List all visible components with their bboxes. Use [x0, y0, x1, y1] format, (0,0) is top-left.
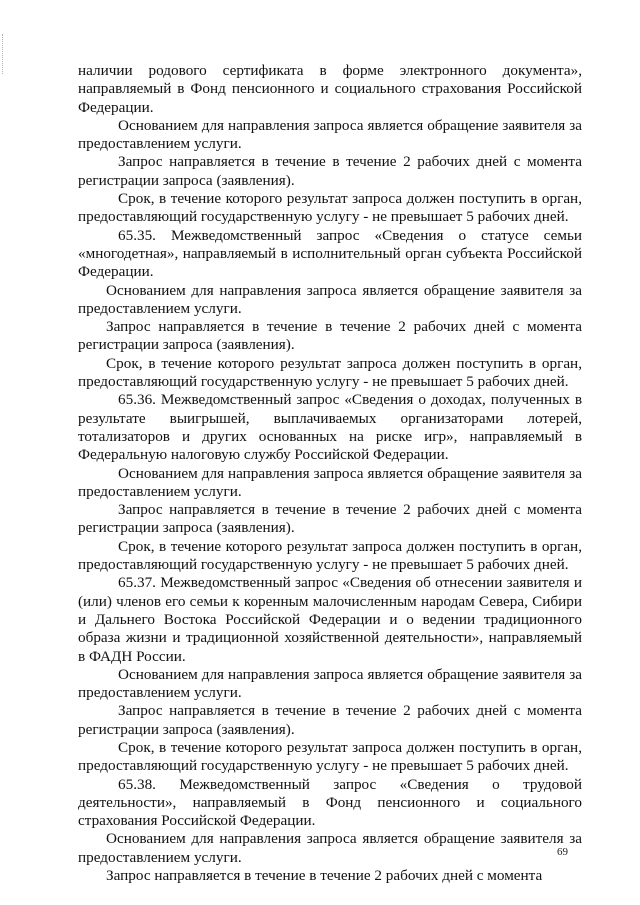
paragraph-7: Запрос направляется в течение в течение 2 рабочих дней с момента регистрации запроса (заявления).	[78, 318, 582, 354]
document-body	[78, 62, 582, 885]
scan-edge-marks	[2, 34, 6, 74]
paragraph-9-section-65-36: 65.36. Межведомственный запрос «Сведения о доходах, полученных в результате выигрышей, выплачиваемых организаторами лотерей, тотализаторов и других основанных на риске игр», направляемый в Федеральную налоговую службу Российской Федерации.	[78, 391, 582, 464]
paragraph-12: Срок, в течение которого результат запроса должен поступить в орган, предоставляющий государственную услугу - не превышает 5 рабочих дней.	[78, 537, 582, 574]
paragraph-19: Запрос направляется в течение в течение 2 рабочих дней с момента	[106, 867, 543, 885]
paragraph-3: Запрос направляется в течение в течение 2 рабочих дней с момента регистрации запроса (заявления).	[78, 153, 582, 189]
paragraph-17-section-65-38: 65.38. Межведомственный запрос «Сведения о трудовой деятельности», направляемый в Фонд пенсионного и социального страхования Российской Федерации.	[78, 775, 582, 830]
paragraph-6: Основанием для направления запроса является обращение заявителя за предоставлением услуги.	[78, 281, 582, 317]
paragraph-8: Срок, в течение которого результат запроса должен поступить в орган, предоставляющий государственную услугу - не превышает 5 рабочих дней.	[78, 354, 582, 391]
paragraph-15: Запрос направляется в течение в течение 2 рабочих дней с момента регистрации запроса (заявления).	[78, 702, 582, 738]
paragraph-13-section-65-37: 65.37. Межведомственный запрос «Сведения об отнесении заявителя и (или) членов его семьи к коренным малочисленным народам Севера, Сибири и Дальнего Востока Российской Федерации и о ведении традиционного образа жизни и традиционной хозяйственной деятельности», направляемый в ФАДН России.	[78, 574, 582, 665]
paragraph-11: Запрос направляется в течение в течение 2 рабочих дней с момента регистрации запроса (заявления).	[78, 501, 582, 537]
page-number: 69	[557, 846, 568, 858]
paragraph-1: наличии родового сертификата в форме электронного документа», направляемый в Фонд пенсионного и социального страхования Российской Федерации.	[78, 62, 582, 116]
paragraph-4: Срок, в течение которого результат запроса должен поступить в орган, предоставляющий государственную услугу - не превышает 5 рабочих дней.	[78, 190, 582, 226]
paragraph-5-section-65-35: 65.35. Межведомственный запрос «Сведения о статусе семьи «многодетная», направляемый в исполнительный орган субъекта Российской Федерации.	[78, 226, 582, 281]
paragraph-18: Основанием для направления запроса является обращение заявителя за предоставлением услуги.	[78, 830, 582, 866]
paragraph-2: Основанием для направления запроса является обращение заявителя за предоставлением услуги.	[78, 116, 582, 153]
paragraph-14: Основанием для направления запроса является обращение заявителя за предоставлением услуги.	[78, 665, 582, 702]
paragraph-16: Срок, в течение которого результат запроса должен поступить в орган, предоставляющий государственную услугу - не превышает 5 рабочих дней.	[78, 738, 582, 775]
paragraph-10: Основанием для направления запроса является обращение заявителя за предоставлением услуги.	[78, 464, 582, 500]
